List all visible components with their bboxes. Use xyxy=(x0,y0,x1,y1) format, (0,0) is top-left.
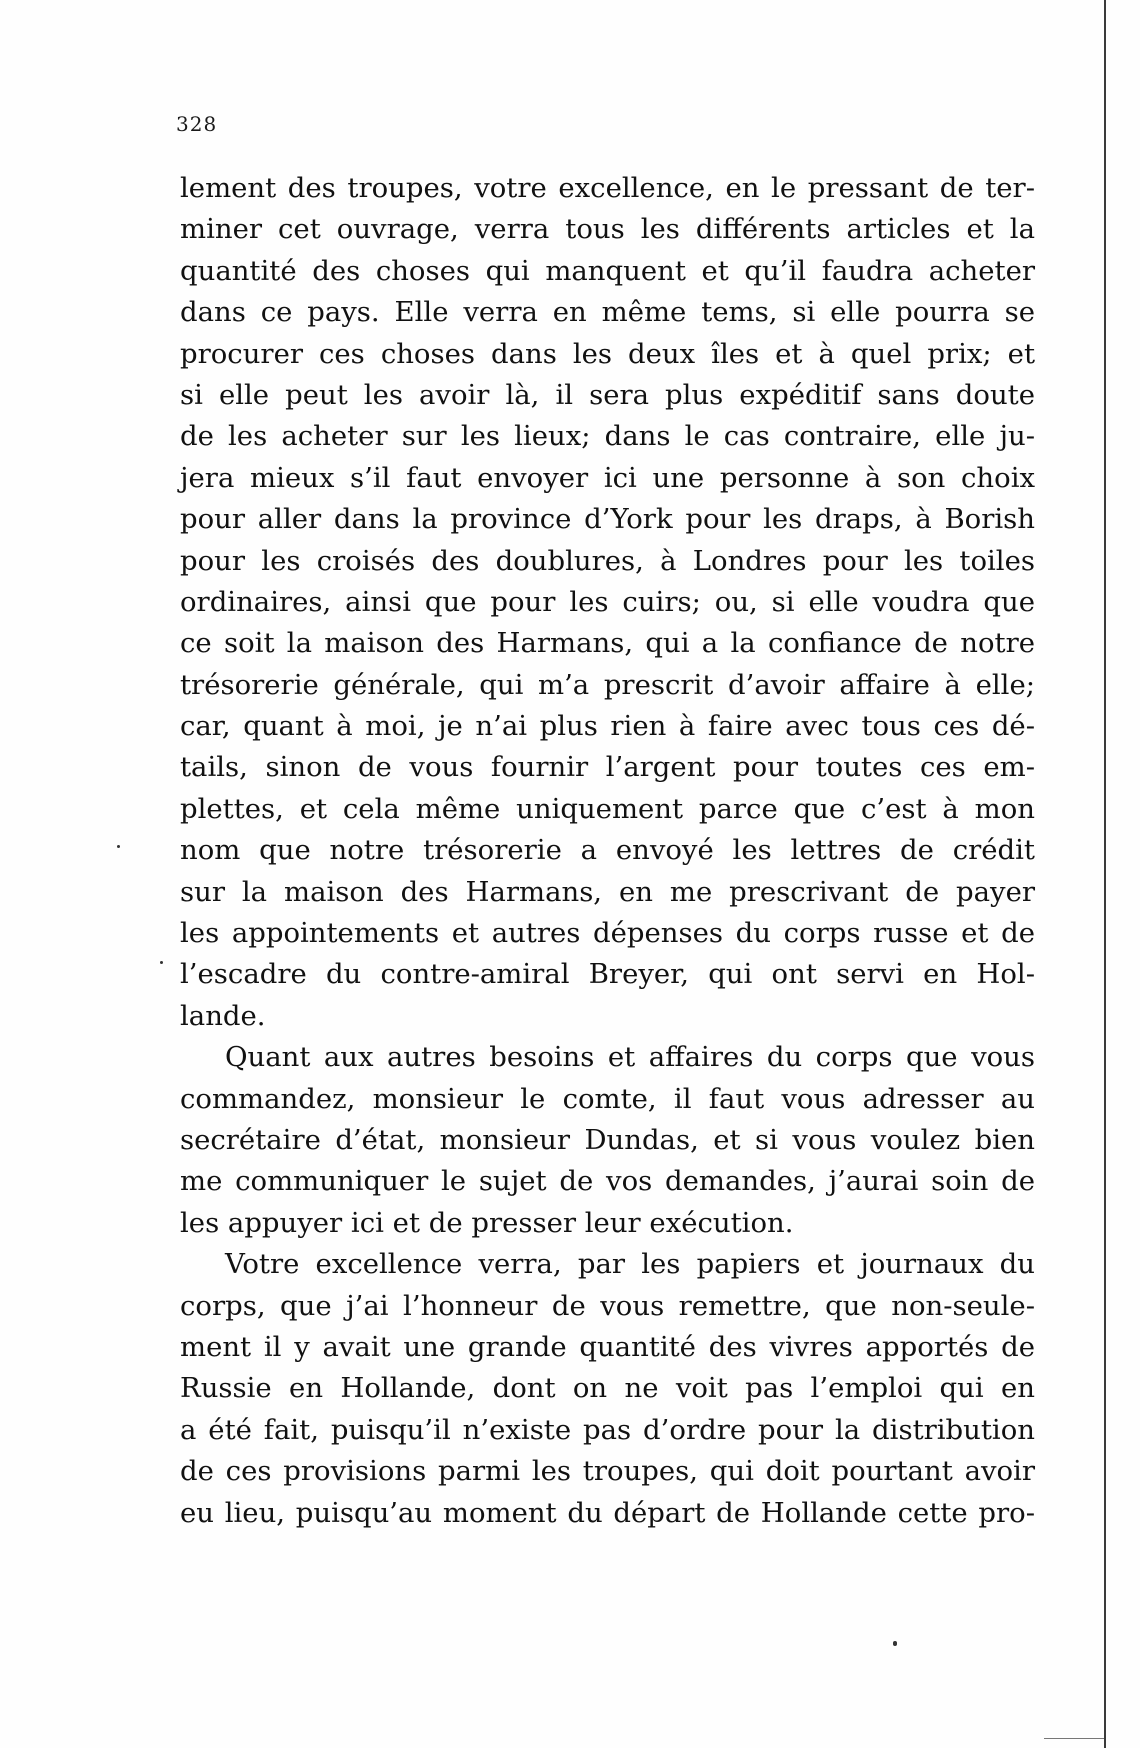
text-line: de ces provisions parmi les troupes, qui doit pourtant avoir xyxy=(180,1455,1035,1488)
text-line: miner cet ouvrage, verra tous les différents articles et la xyxy=(180,213,1035,246)
body-text xyxy=(180,168,1035,1534)
text-line: a été fait, puisqu’il n’existe pas d’ordre pour la distribution xyxy=(180,1413,1035,1446)
ink-speck xyxy=(893,1641,897,1646)
text-line: lement des troupes, votre excellence, en le pressant de ter- xyxy=(180,172,1035,204)
text-line: jera mieux s’il faut envoyer ici une personne à son choix xyxy=(180,461,1035,494)
text-line: ce soit la maison des Harmans, qui a la confiance de notre xyxy=(180,627,1035,660)
text-line: ordinaires, ainsi que pour les cuirs; ou, si elle voudra que xyxy=(180,585,1035,618)
ink-speck xyxy=(160,961,163,964)
text-line: nom que notre trésorerie a envoyé les lettres de crédit xyxy=(180,834,1035,867)
text-line: car, quant à moi, je n’ai plus rien à faire avec tous ces dé- xyxy=(180,710,1035,743)
text-line: me communiquer le sujet de vos demandes, j’aurai soin de xyxy=(180,1165,1035,1198)
text-line: commandez, monsieur le comte, il faut vous adresser au xyxy=(180,1082,1035,1115)
text-line: ment il y avait une grande quantité des vivres apportés de xyxy=(180,1330,1035,1363)
text-line: eu lieu, puisqu’au moment du départ de Hollande cette pro- xyxy=(180,1496,1035,1529)
text-line: pour les croisés des doublures, à Londres pour les toiles xyxy=(180,544,1035,577)
text-line: tails, sinon de vous fournir l’argent pour toutes ces em- xyxy=(180,751,1035,784)
page-edge-line xyxy=(1104,0,1106,1748)
text-line: si elle peut les avoir là, il sera plus expéditif sans doute xyxy=(180,378,1035,411)
text-line: sur la maison des Harmans, en me prescrivant de payer xyxy=(180,875,1035,908)
text-line: secrétaire d’état, monsieur Dundas, et si vous voulez bien xyxy=(180,1123,1035,1156)
text-line: Russie en Hollande, dont on ne voit pas l’emploi qui en xyxy=(180,1372,1035,1405)
text-line: lande. xyxy=(180,999,266,1032)
text-line: les appointements et autres dépenses du corps russe et de xyxy=(180,917,1035,950)
page-number: 328 xyxy=(176,112,218,136)
scan-edge-mark xyxy=(1044,1738,1104,1739)
text-line: dans ce pays. Elle verra en même tems, si elle pourra se xyxy=(180,296,1035,329)
text-line: les appuyer ici et de presser leur exécution. xyxy=(180,1206,794,1239)
text-line: de les acheter sur les lieux; dans le cas contraire, elle ju- xyxy=(180,420,1035,453)
text-line: corps, que j’ai l’honneur de vous remettre, que non-seule- xyxy=(180,1289,1035,1322)
text-line: pour aller dans la province d’York pour les draps, à Borish xyxy=(180,503,1035,536)
text-line: quantité des choses qui manquent et qu’il faudra acheter xyxy=(180,254,1035,287)
ink-speck xyxy=(117,845,120,848)
paragraph-start-line: Quant aux autres besoins et affaires du corps que vous xyxy=(225,1041,1035,1074)
text-line: procurer ces choses dans les deux îles et à quel prix; et xyxy=(180,337,1035,370)
text-line: plettes, et cela même uniquement parce que c’est à mon xyxy=(180,792,1035,825)
text-line: l’escadre du contre-amiral Breyer, qui ont servi en Hol- xyxy=(180,958,1035,991)
text-line: trésorerie générale, qui m’a prescrit d’avoir affaire à elle; xyxy=(180,668,1035,701)
paragraph-start-line: Votre excellence verra, par les papiers et journaux du xyxy=(225,1248,1035,1281)
